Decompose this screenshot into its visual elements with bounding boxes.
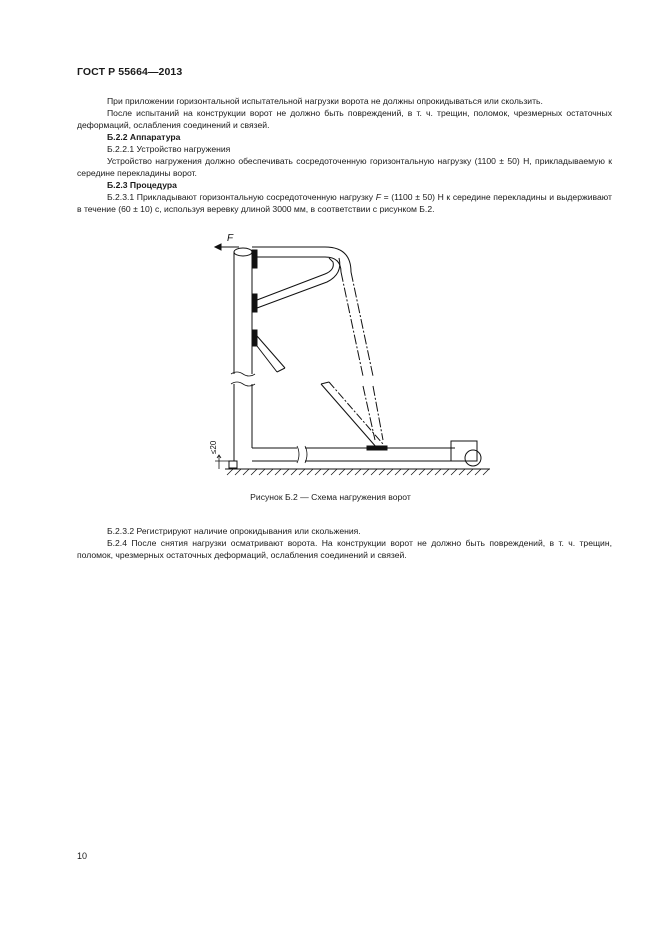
rear-brace [321, 382, 387, 450]
ground-hatching [227, 469, 489, 475]
force-arrow [215, 244, 239, 250]
top-crossbar [252, 247, 383, 440]
dimension-label: ≤20 [209, 440, 218, 454]
paragraph-part: Б.2.3.1 Прикладывают горизонтальную сосредоточенную нагрузку [107, 192, 376, 202]
paragraph [77, 191, 612, 215]
body-text-top [77, 95, 612, 215]
paragraph: Б.2.3.2 Регистрируют наличие опрокидывания или скольжения. [107, 526, 361, 536]
body-text-bottom [77, 525, 612, 561]
page-header: ГОСТ Р 55664—2013 [77, 66, 183, 78]
paragraph: При приложении горизонтальной испытательной нагрузки ворота не должны опрокидываться или скользить. [107, 96, 543, 106]
paragraph: После испытаний на конструкции ворот не должно быть повреждений, в т. ч. трещин, поломок, чрезмерных остаточных деформаций, ослабления соединений и связей. [77, 108, 612, 130]
section-heading: Б.2.2 Аппаратура [107, 132, 181, 142]
paragraph-part: = (1100 ± 50) Н к середине перекладины и выдерживают в течение (60 ± 10) с, используя веревку длиной 3000 мм, в соответствии с рисунком Б.2. [77, 192, 612, 214]
base-tube [229, 441, 481, 468]
goal-post [231, 248, 255, 466]
gate-loading-diagram [205, 228, 495, 480]
section-heading: Б.2.3 Процедура [107, 180, 177, 190]
force-label: F [227, 233, 234, 244]
page-number: 10 [77, 851, 88, 861]
paragraph: Устройство нагружения должно обеспечивать сосредоточенную горизонтальную нагрузку (1100 ± 50) Н, прикладываемую к середине перекладины ворот. [77, 156, 612, 178]
force-symbol: F [375, 192, 381, 202]
net-frame [252, 250, 340, 346]
subsection-heading: Б.2.2.1 Устройство нагружения [107, 144, 231, 154]
paragraph: Б.2.4 После снятия нагрузки осматривают ворота. На конструкции ворот не должно быть повреждений, в т. ч. трещин, поломок, чрезмерных остаточных деформаций, ослабления соединений и связей. [77, 538, 612, 560]
front-brace [257, 336, 285, 372]
figure-caption: Рисунок Б.2 — Схема нагружения ворот [250, 492, 411, 502]
